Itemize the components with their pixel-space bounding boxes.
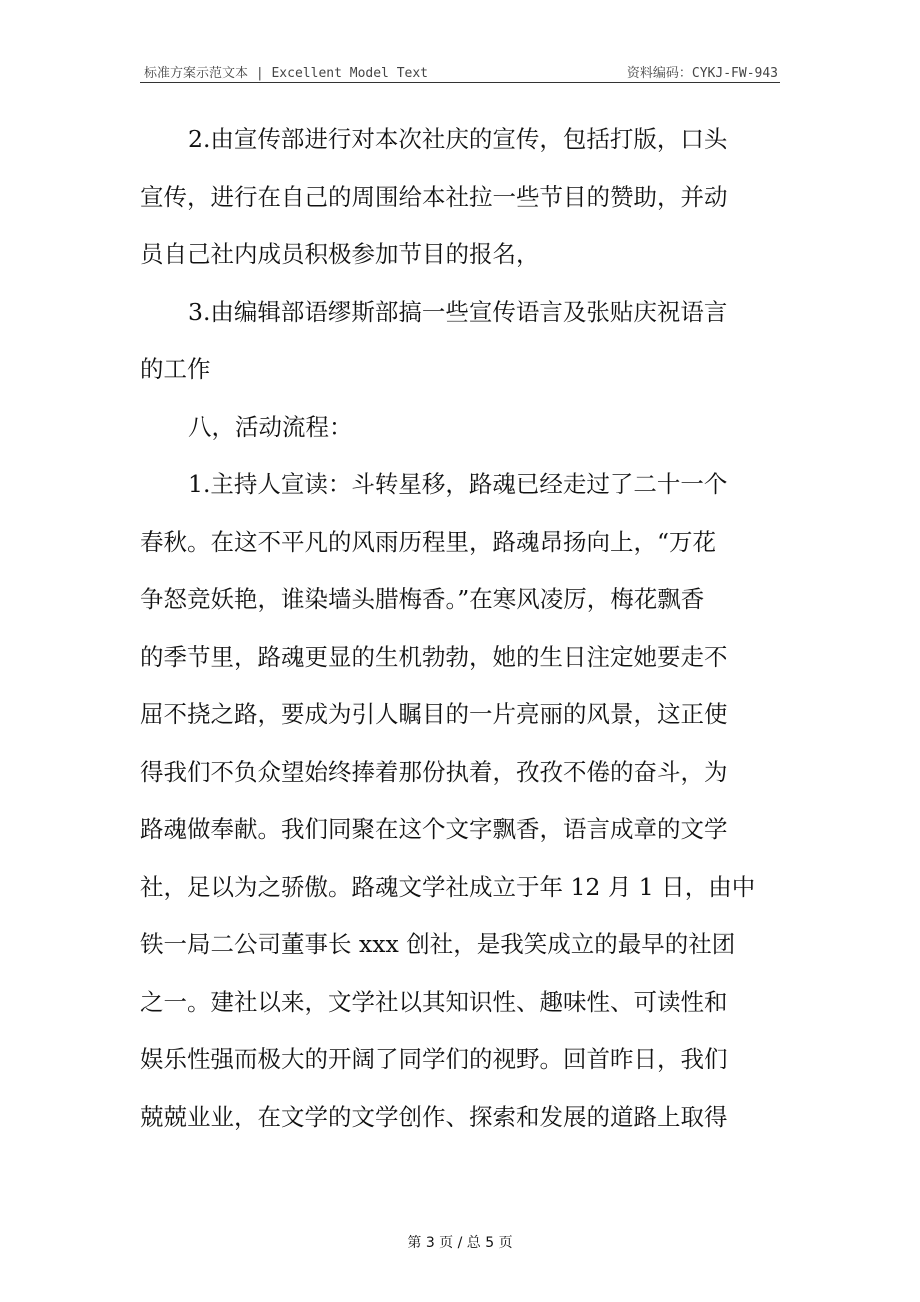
paragraph-line: 争怒竞妖艳，谁染墙头腊梅香。”在寒风凌厉，梅花飘香 xyxy=(140,585,705,613)
paragraph-line: 员自己社内成员积极参加节目的报名， xyxy=(140,240,540,268)
paragraph-line: 3.由编辑部语缪斯部搞一些宣传语言及张贴庆祝语言 xyxy=(188,297,728,326)
document-body xyxy=(140,119,776,1154)
paragraph-line: 的工作 xyxy=(140,355,211,383)
section-heading: 八，活动流程： xyxy=(188,412,353,441)
paragraph-line: 兢兢业业，在文学的文学创作、探索和发展的道路上取得 xyxy=(140,1102,728,1131)
paragraph-line: 春秋。在这不平凡的风雨历程里，路魂昂扬向上，“万花 xyxy=(140,527,717,556)
paragraph-line: 屈不挠之路，要成为引人瞩目的一片亮丽的风景，这正使 xyxy=(140,700,728,728)
header-title: 标准方案示范文本 | Excellent Model Text xyxy=(144,66,429,81)
page-header xyxy=(140,58,780,83)
paragraph-line: 2.由宣传部进行对本次社庆的宣传，包括打版，口头 xyxy=(188,125,728,153)
paragraph-line: 路魂做奉献。我们同聚在这个文字飘香，语言成章的文学 xyxy=(140,815,728,843)
paragraph-line: 社，足以为之骄傲。路魂文学社成立于年 12 月 1 日，由中 xyxy=(140,872,756,901)
paragraph-line: 铁一局二公司董事长 xxx 创社，是我笑成立的最早的社团 xyxy=(140,930,736,958)
page-footer xyxy=(0,1232,920,1252)
paragraph-line: 宣传，进行在自己的周围给本社拉一些节目的赞助，并动 xyxy=(140,182,728,211)
paragraph-line: 得我们不负众望始终捧着那份执着，孜孜不倦的奋斗，为 xyxy=(140,757,728,786)
page-number: 第 3 页 / 总 5 页 xyxy=(407,1235,513,1251)
paragraph-line: 之一。建社以来，文学社以其知识性、趣味性、可读性和 xyxy=(140,987,728,1016)
paragraph-line: 1.主持人宣读：斗转星移，路魂已经走过了二十一个 xyxy=(188,470,728,498)
document-code: 资料编码：CYKJ-FW-943 xyxy=(626,66,778,81)
paragraph-line: 的季节里，路魂更显的生机勃勃，她的生日注定她要走不 xyxy=(140,642,728,671)
paragraph-line: 娱乐性强而极大的开阔了同学们的视野。回首昨日，我们 xyxy=(140,1045,728,1073)
